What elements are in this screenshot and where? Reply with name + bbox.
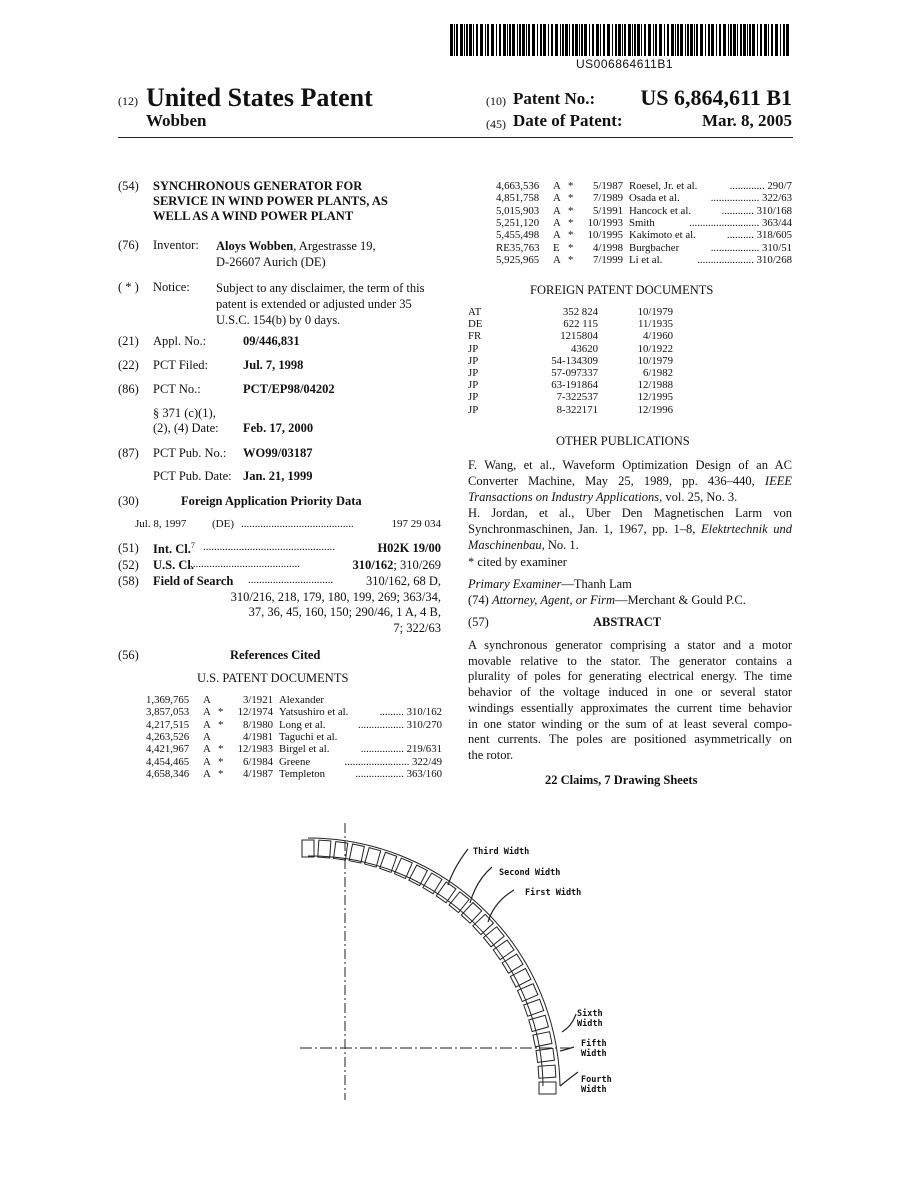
foreign-country: JP — [468, 391, 479, 404]
barcode-bar — [752, 24, 755, 56]
barcode-bar — [740, 24, 742, 56]
ref-number: 4,454,465 — [146, 755, 190, 768]
barcode-bar — [659, 24, 662, 56]
barcode-bar — [696, 24, 698, 56]
barcode-bar — [764, 24, 767, 56]
header-rule — [118, 137, 793, 138]
publication-1: F. Wang, et al., Waveform Optimization Design of an AC Converter Machine, May 25, 1989, pp. 436–440, IEEE Transactions on Industry Applications, vol. 25, No. 3. — [468, 458, 792, 504]
stator-slot — [533, 1032, 552, 1047]
foreign-number: 1215804 — [560, 330, 598, 343]
publication-2: H. Jordan, et al., Uber Den Magnetischen Larm von Synchronmaschinen, Jan. 1, 1967, pp. 1–8, Elektrtechnik und Maschinenbau, No. 1. — [468, 506, 793, 552]
barcode-bar — [634, 24, 636, 56]
foreign-reference-row — [468, 343, 708, 356]
type-code: (12) — [118, 94, 138, 108]
ref-star: * — [568, 253, 574, 266]
ref-name: Burgbacher — [629, 241, 680, 254]
ref-kind: A — [203, 743, 211, 756]
barcode-bar — [628, 24, 631, 56]
barcode-bar — [728, 24, 729, 56]
label-sixth-width: Width — [577, 1019, 603, 1029]
barcode-bar — [579, 24, 580, 56]
foreign-number: 8-322171 — [556, 403, 598, 416]
ref-number: RE35,763 — [496, 241, 540, 254]
ref-class: ..................... 310/268 — [697, 253, 792, 266]
ref-star: * — [218, 706, 224, 719]
foreign-country: JP — [468, 403, 479, 416]
barcode-bar — [487, 24, 489, 56]
primary-examiner: Primary Examiner—Thanh Lam — [468, 577, 632, 591]
ref-name: Osada et al. — [629, 192, 680, 205]
barcode-bar — [512, 24, 515, 56]
ref-date: 12/1974 — [237, 706, 273, 719]
barcode-bar — [503, 24, 506, 56]
foreign-number: 43620 — [571, 342, 598, 355]
ref-date: 4/1987 — [243, 767, 273, 780]
leader-second — [470, 867, 492, 903]
ref-name: Hancock et al. — [629, 204, 692, 217]
ref-date: 4/1998 — [593, 241, 623, 254]
foreign-number: 63-191864 — [551, 379, 598, 392]
inventor-address: Aloys Wobben, Argestrasse 19, D-26607 Aurich (DE) — [216, 239, 376, 269]
claims-count: 22 Claims, 7 Drawing Sheets — [545, 773, 698, 787]
reference-row — [146, 743, 442, 756]
foreign-date: 10/1979 — [637, 306, 673, 318]
barcode-bar — [786, 24, 789, 56]
ref-class: ......... 310/162 — [379, 706, 442, 719]
barcode-bar — [730, 24, 732, 56]
ref-name: Taguchi et al. — [279, 730, 338, 743]
ref-star: * — [568, 216, 574, 229]
foreign-date: 4/1960 — [643, 330, 673, 343]
barcode-bar — [528, 24, 530, 56]
barcode-bar — [450, 24, 453, 56]
inventor-surname: Wobben — [146, 111, 207, 130]
abstract-title: ABSTRACT — [593, 615, 662, 629]
ref-number: 4,263,526 — [146, 730, 190, 743]
ref-number: 5,455,498 — [496, 229, 540, 242]
reference-row — [146, 731, 442, 744]
reference-row — [146, 756, 442, 769]
date-code: (45) — [486, 117, 506, 131]
reference-row — [146, 719, 442, 732]
ref-kind: E — [553, 241, 560, 254]
barcode-bar — [671, 24, 674, 56]
ref-kind: A — [553, 229, 561, 242]
ref-date: 7/1999 — [593, 253, 623, 266]
barcode-bar — [540, 24, 542, 56]
ref-date: 10/1995 — [587, 229, 623, 242]
foreign-date: 6/1982 — [643, 367, 673, 379]
ref-class: .................. 310/51 — [710, 241, 792, 254]
barcode-bar — [737, 24, 738, 56]
label-fourth-width: Width — [581, 1085, 607, 1095]
ref-class: ................ 219/631 — [360, 743, 442, 756]
barcode-bar — [664, 24, 665, 56]
barcode-bar — [747, 24, 748, 56]
barcode-bar — [581, 24, 583, 56]
reference-row — [496, 192, 792, 205]
foreign-docs-title: FOREIGN PATENT DOCUMENTS — [530, 283, 714, 297]
barcode-bar — [708, 24, 710, 56]
barcode-bar — [685, 24, 686, 56]
ref-name: Long et al. — [279, 718, 326, 731]
ref-date: 5/1987 — [593, 180, 623, 192]
foreign-reference-row — [468, 367, 708, 380]
ref-kind: A — [203, 706, 211, 719]
invention-title: SYNCHRONOUS GENERATOR FOR SERVICE IN WIND POWER PLANTS, AS WELL AS A WIND POWER PLANT — [153, 179, 388, 223]
ref-star: * — [218, 755, 224, 768]
barcode-bar — [690, 24, 693, 56]
foreign-country: JP — [468, 354, 479, 367]
patent-no-label: Patent No.: — [513, 89, 596, 108]
foreign-reference-row — [468, 306, 708, 319]
foreign-date: 12/1995 — [637, 391, 673, 404]
barcode-bar — [667, 24, 669, 56]
label-sixth: Sixth — [577, 1009, 603, 1019]
barcode-bar — [723, 24, 726, 56]
barcode-bar — [655, 24, 657, 56]
barcode-bar — [716, 24, 717, 56]
patent-number: US 6,864,611 B1 — [640, 85, 792, 110]
barcode-bar — [473, 24, 474, 56]
ref-date: 12/1983 — [237, 743, 273, 756]
barcode-bar — [543, 24, 546, 56]
reference-row — [496, 180, 792, 193]
abstract-text: A synchronous generator comprising a stator and a motor movable relative to the stator. The generator contains a plurality of poles for generating electrical energy. The time behavior of the voltage induced in one or several stator windings essentially approximates the current time behavior in one stator winding or the sum of at least several compo- nent currents. The poles are positioned asymmetrically on the rotor. — [468, 638, 792, 762]
ref-kind: A — [203, 718, 211, 731]
barcode-bar — [460, 24, 463, 56]
ref-class: .......................... 363/44 — [689, 216, 792, 229]
foreign-date: 12/1988 — [637, 379, 673, 392]
stator-slots — [302, 840, 556, 1094]
foreign-date: 11/1935 — [638, 318, 673, 331]
barcode-bar — [675, 24, 676, 56]
foreign-country: DE — [468, 318, 483, 331]
ref-kind: A — [553, 192, 561, 205]
barcode-bar — [641, 24, 642, 56]
ref-date: 5/1991 — [593, 204, 623, 217]
foreign-reference-row — [468, 330, 708, 343]
ref-class: ................. 310/270 — [358, 718, 442, 731]
stator-slot — [517, 984, 537, 1002]
barcode-bar — [771, 24, 773, 56]
leader-fourth — [560, 1072, 578, 1086]
barcode-bar — [572, 24, 574, 56]
barcode-bar — [532, 24, 535, 56]
ref-class: ............ 310/168 — [721, 204, 792, 217]
barcode-bar — [548, 24, 549, 56]
barcode-bar — [711, 24, 714, 56]
ref-star: * — [568, 180, 574, 192]
label-fifth-width: Width — [581, 1049, 607, 1059]
abstract-code: (57) — [468, 615, 489, 629]
foreign-number: 622 115 — [563, 318, 598, 331]
barcode-bar — [480, 24, 483, 56]
ref-star: * — [568, 192, 574, 205]
barcode-bar — [622, 24, 623, 56]
foreign-reference-row — [468, 379, 708, 392]
ref-name: Templeton — [279, 767, 326, 780]
ref-name: Kakimoto et al. — [629, 229, 696, 242]
patent-date: Mar. 8, 2005 — [701, 111, 792, 130]
reference-row — [146, 768, 442, 781]
label-third-width: Third Width — [473, 847, 530, 857]
ref-name: Yatsushiro et al. — [279, 706, 349, 719]
barcode-bar — [507, 24, 508, 56]
ref-star: * — [218, 767, 224, 780]
barcode — [450, 24, 792, 56]
reference-row — [146, 706, 442, 719]
ref-kind: A — [203, 755, 211, 768]
ref-number: 5,925,965 — [496, 253, 540, 266]
ref-number: 4,217,515 — [146, 718, 190, 731]
attorney: (74) Attorney, Agent, or Firm—Merchant & Gould P.C. — [468, 593, 746, 607]
date-label: Date of Patent: — [513, 111, 623, 130]
ref-number: 4,663,536 — [496, 180, 540, 192]
barcode-bar — [612, 24, 613, 56]
ref-name: Smith — [629, 216, 655, 229]
stator-slot — [318, 840, 331, 858]
barcode-bar — [526, 24, 527, 56]
ref-date: 8/1980 — [243, 718, 273, 731]
foreign-country: AT — [468, 306, 482, 318]
barcode-bar — [491, 24, 494, 56]
barcode-bar — [680, 24, 683, 56]
foreign-reference-row — [468, 391, 708, 404]
barcode-bar — [624, 24, 626, 56]
ref-kind: A — [553, 204, 561, 217]
barcode-bar — [551, 24, 553, 56]
foreign-country: JP — [468, 379, 479, 392]
ref-date: 7/1989 — [593, 192, 623, 205]
ref-number: 5,251,120 — [496, 216, 540, 229]
barcode-bar — [687, 24, 689, 56]
leader-sixth — [562, 1014, 576, 1032]
barcode-bar — [522, 24, 525, 56]
ref-kind: A — [553, 253, 561, 266]
barcode-bar — [569, 24, 570, 56]
reference-row — [146, 694, 442, 707]
barcode-bar — [469, 24, 472, 56]
foreign-number: 352 824 — [562, 306, 598, 318]
ref-kind: A — [203, 767, 211, 780]
barcode-bar — [466, 24, 468, 56]
ref-class: .................. 363/160 — [355, 767, 442, 780]
foreign-country: FR — [468, 330, 482, 343]
reference-row — [496, 205, 792, 218]
foreign-number: 7-322537 — [556, 391, 598, 404]
ref-number: 4,658,346 — [146, 767, 190, 780]
label-fifth: Fifth — [581, 1039, 607, 1049]
barcode-bar — [677, 24, 679, 56]
stator-slot — [510, 969, 531, 987]
stator-slot — [302, 840, 314, 857]
foreign-reference-row — [468, 318, 708, 331]
ref-kind: A — [553, 216, 561, 229]
ref-class: .......... 318/605 — [726, 229, 792, 242]
barcode-bar — [596, 24, 599, 56]
foreign-number: 57-097337 — [551, 367, 598, 379]
patent-title: United States Patent — [146, 83, 373, 112]
ref-date: 6/1984 — [243, 755, 273, 768]
ref-kind: A — [553, 180, 561, 192]
foreign-date: 12/1996 — [637, 403, 673, 416]
foreign-reference-row — [468, 355, 708, 368]
barcode-bar — [584, 24, 587, 56]
leader-third — [448, 849, 468, 885]
ref-date: 4/1981 — [243, 730, 273, 743]
barcode-bar — [694, 24, 695, 56]
barcode-bar — [783, 24, 785, 56]
stator-slot — [502, 954, 523, 973]
barcode-bar — [464, 24, 465, 56]
ref-class: ............. 290/7 — [729, 180, 792, 192]
foreign-country: JP — [468, 342, 479, 355]
foreign-date: 10/1979 — [637, 354, 673, 367]
other-pubs-title: OTHER PUBLICATIONS — [556, 434, 690, 448]
barcode-bar — [499, 24, 501, 56]
barcode-bar — [509, 24, 511, 56]
barcode-bar — [757, 24, 758, 56]
stator-slot — [536, 1048, 554, 1062]
patent-figure — [290, 818, 630, 1118]
stator-slot — [538, 1065, 556, 1078]
ref-star: * — [568, 204, 574, 217]
foreign-country: JP — [468, 367, 479, 379]
ref-number: 4,851,758 — [496, 192, 540, 205]
barcode-bar — [454, 24, 455, 56]
barcode-bar — [644, 24, 646, 56]
barcode-bar — [615, 24, 617, 56]
barcode-bar — [456, 24, 458, 56]
barcode-bar — [632, 24, 633, 56]
barcode-bar — [485, 24, 486, 56]
cited-by-examiner: * cited by examiner — [468, 555, 567, 569]
ref-name: Alexander — [279, 694, 324, 706]
reference-row — [496, 254, 792, 267]
barcode-bar — [575, 24, 578, 56]
label-fourth: Fourth — [581, 1075, 612, 1085]
ref-number: 3,857,053 — [146, 706, 190, 719]
barcode-bar — [780, 24, 781, 56]
barcode-bar — [562, 24, 564, 56]
ref-name: Birgel et al. — [279, 743, 330, 756]
barcode-bar — [648, 24, 651, 56]
foreign-reference-row — [468, 404, 708, 417]
stator-slot — [539, 1082, 556, 1094]
ref-class: ........................ 322/49 — [344, 755, 442, 768]
barcode-bar — [555, 24, 558, 56]
barcode-number: US006864611B1 — [576, 57, 674, 71]
label-second-width: Second Width — [499, 868, 561, 878]
ref-number: 1,369,765 — [146, 694, 190, 706]
ref-number: 5,015,903 — [496, 204, 540, 217]
barcode-bar — [733, 24, 736, 56]
barcode-bar — [589, 24, 590, 56]
barcode-bar — [592, 24, 594, 56]
barcode-bar — [560, 24, 561, 56]
ref-star: * — [218, 743, 224, 756]
barcode-bar — [537, 24, 538, 56]
barcode-bar — [603, 24, 605, 56]
rotor-arc — [308, 856, 543, 1086]
ref-star: * — [218, 718, 224, 731]
ref-name: Li et al. — [629, 253, 663, 266]
barcode-bar — [768, 24, 769, 56]
barcode-bar — [705, 24, 706, 56]
ref-star: * — [568, 229, 574, 242]
barcode-bar — [565, 24, 568, 56]
ref-kind: A — [203, 730, 211, 743]
barcode-bar — [517, 24, 518, 56]
reference-row — [496, 229, 792, 242]
ref-star: * — [568, 241, 574, 254]
barcode-bar — [476, 24, 478, 56]
reference-row — [496, 242, 792, 255]
barcode-bar — [607, 24, 610, 56]
label-first-width: First Width — [525, 888, 582, 898]
foreign-date: 10/1922 — [637, 342, 673, 355]
ref-name: Greene — [279, 755, 311, 768]
barcode-bar — [637, 24, 640, 56]
ref-name: Roesel, Jr. et al. — [629, 180, 698, 192]
barcode-bar — [775, 24, 778, 56]
barcode-bar — [519, 24, 521, 56]
barcode-bar — [618, 24, 621, 56]
barcode-bar — [719, 24, 721, 56]
barcode-bar — [600, 24, 601, 56]
barcode-bar — [700, 24, 703, 56]
foreign-number: 54-134309 — [551, 354, 598, 367]
barcode-bar — [743, 24, 746, 56]
reference-row — [496, 217, 792, 230]
barcode-bar — [653, 24, 654, 56]
ref-date: 3/1921 — [243, 694, 273, 706]
ref-number: 4,421,967 — [146, 743, 190, 756]
patent-no-code: (10) — [486, 94, 506, 108]
barcode-bar — [760, 24, 762, 56]
ref-kind: A — [203, 694, 211, 706]
ref-date: 10/1993 — [587, 216, 623, 229]
barcode-bar — [496, 24, 497, 56]
barcode-bar — [749, 24, 751, 56]
ref-class: .................. 322/63 — [710, 192, 792, 205]
